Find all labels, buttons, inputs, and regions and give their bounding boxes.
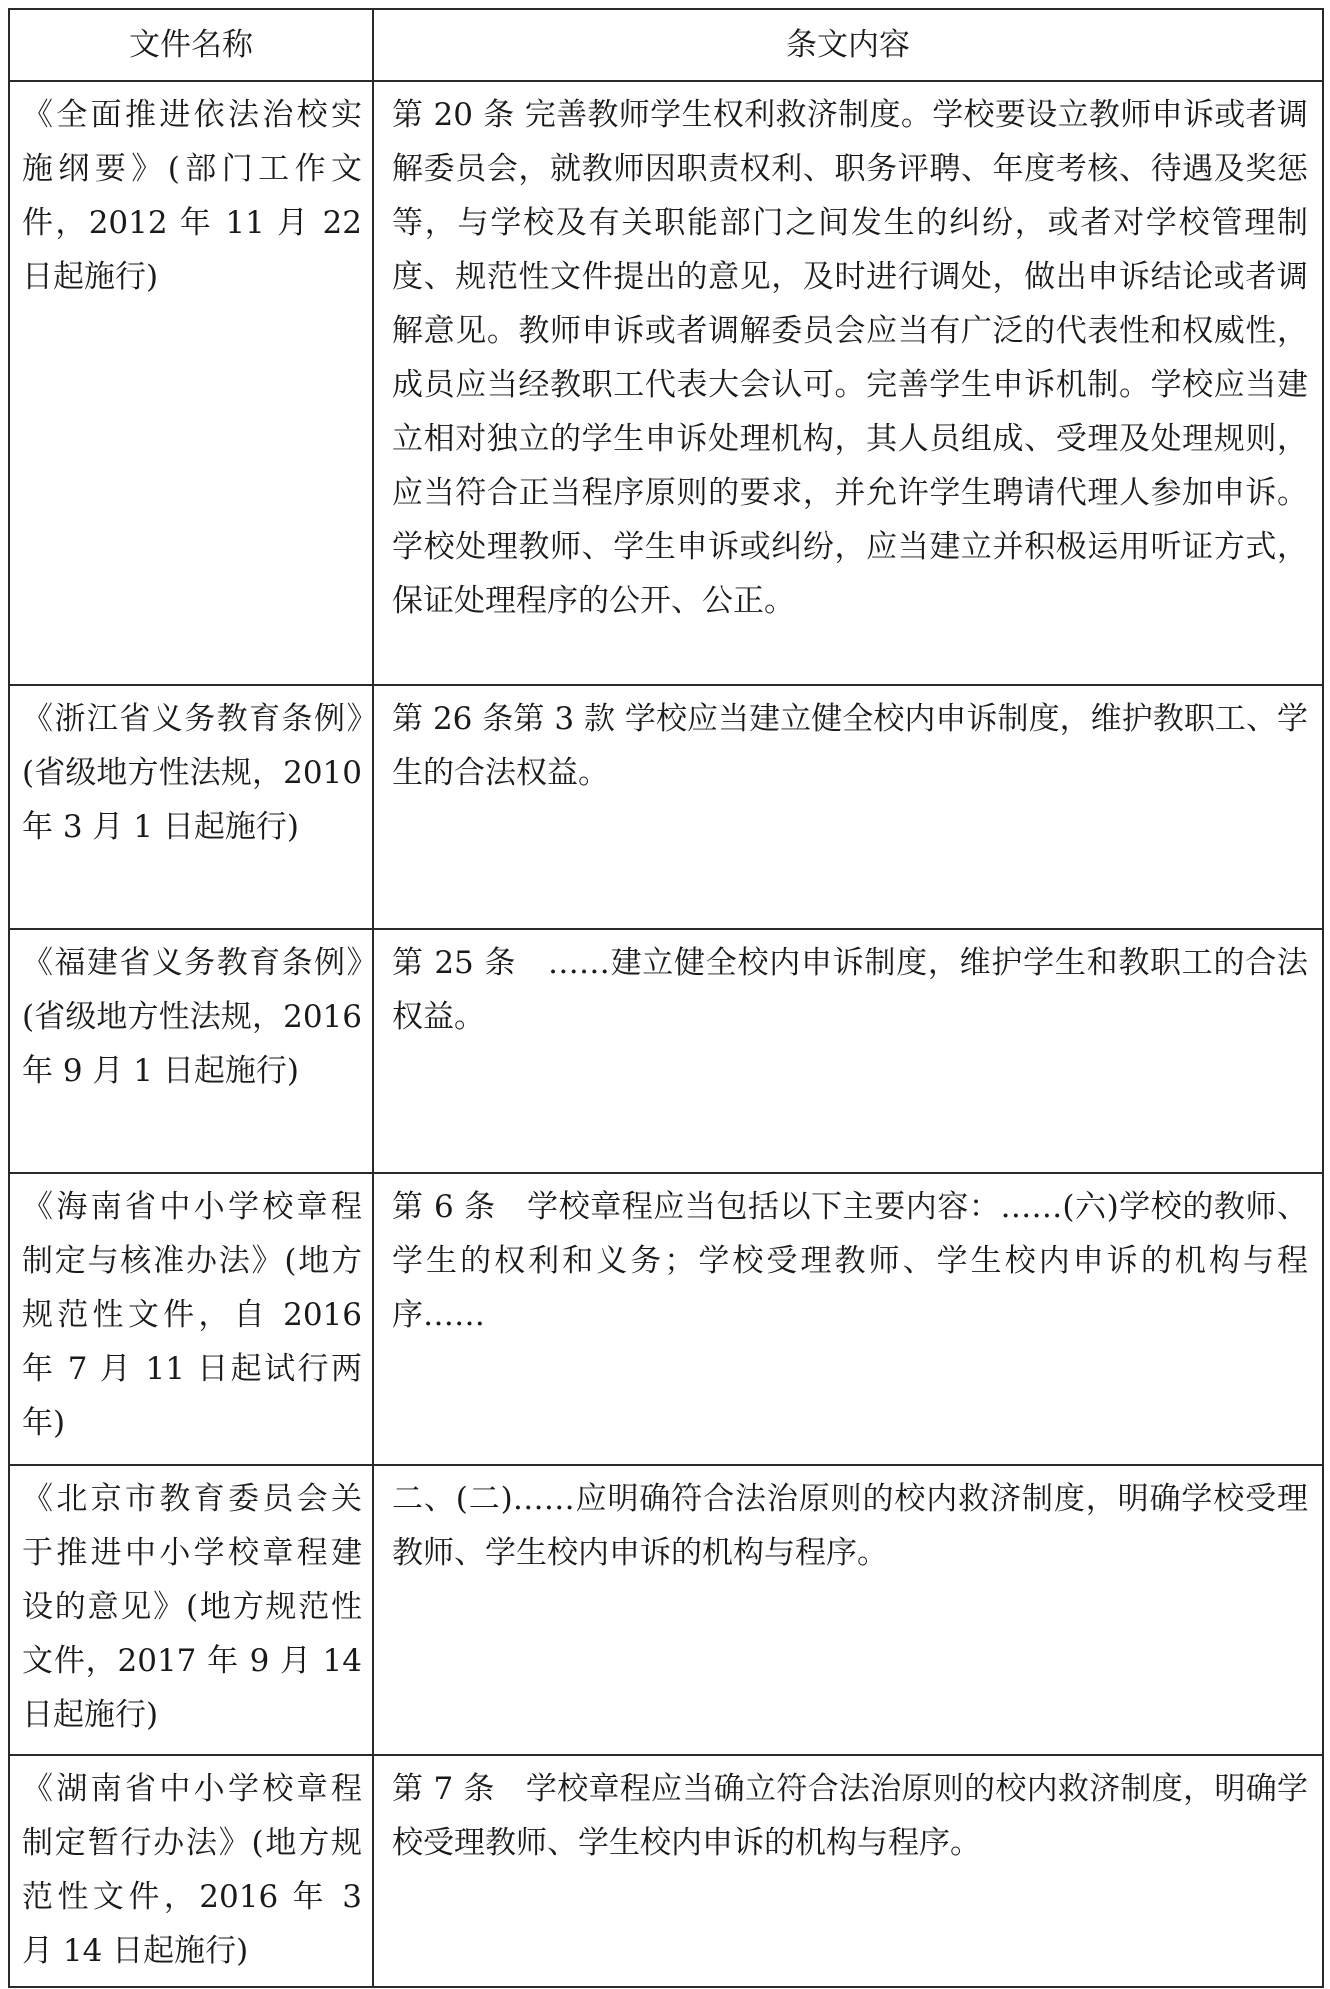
article-content-cell: 第 26 条第 3 款 学校应当建立健全校内申诉制度，维护教职工、学生的合法权益。 xyxy=(373,685,1323,929)
table-row xyxy=(9,685,1323,929)
document-name-cell: 《北京市教育委员会关于推进中小学校章程建设的意见》(地方规范性文件，2017 年 9 月 14 日起施行) xyxy=(9,1465,373,1755)
document-name-cell: 《浙江省义务教育条例》(省级地方性法规，2010 年 3 月 1 日起施行) xyxy=(9,685,373,929)
table-row xyxy=(9,1465,1323,1755)
document-name-cell: 《福建省义务教育条例》(省级地方性法规，2016 年 9 月 1 日起施行) xyxy=(9,929,373,1173)
header-article-content: 条文内容 xyxy=(373,9,1323,81)
table-row xyxy=(9,929,1323,1173)
article-content-cell: 第 6 条 学校章程应当包括以下主要内容：……(六)学校的教师、学生的权利和义务；学校受理教师、学生校内申诉的机构与程序…… xyxy=(373,1173,1323,1465)
document-name-cell: 《海南省中小学校章程制定与核准办法》(地方规范性文件，自 2016 年 7 月 11 日起试行两年) xyxy=(9,1173,373,1465)
article-content-cell: 第 7 条 学校章程应当确立符合法治原则的校内救济制度，明确学校受理教师、学生校内申诉的机构与程序。 xyxy=(373,1755,1323,1987)
table-row xyxy=(9,81,1323,685)
table-header-row xyxy=(9,9,1323,81)
regulations-table xyxy=(8,8,1324,1988)
document-name-cell: 《湖南省中小学校章程制定暂行办法》(地方规范性文件，2016 年 3 月 14 日起施行) xyxy=(9,1755,373,1987)
header-document-name: 文件名称 xyxy=(9,9,373,81)
article-content-cell: 第 20 条 完善教师学生权利救济制度。学校要设立教师申诉或者调解委员会，就教师因职责权利、职务评聘、年度考核、待遇及奖惩等，与学校及有关职能部门之间发生的纠纷，或者对学校管理制度、规范性文件提出的意见，及时进行调处，做出申诉结论或者调解意见。教师申诉或者调解委员会应当有广泛的代表性和权威性，成员应当经教职工代表大会认可。完善学生申诉机制。学校应当建立相对独立的学生申诉处理机构，其人员组成、受理及处理规则，应当符合正当程序原则的要求，并允许学生聘请代理人参加申诉。学校处理教师、学生申诉或纠纷，应当建立并积极运用听证方式，保证处理程序的公开、公正。 xyxy=(373,81,1323,685)
table-row xyxy=(9,1173,1323,1465)
table-row xyxy=(9,1755,1323,1987)
article-content-cell: 二、(二)……应明确符合法治原则的校内救济制度，明确学校受理教师、学生校内申诉的机构与程序。 xyxy=(373,1465,1323,1755)
article-content-cell: 第 25 条 ……建立健全校内申诉制度，维护学生和教职工的合法权益。 xyxy=(373,929,1323,1173)
document-name-cell: 《全面推进依法治校实施纲要》(部门工作文件，2012 年 11 月 22 日起施行) xyxy=(9,81,373,685)
